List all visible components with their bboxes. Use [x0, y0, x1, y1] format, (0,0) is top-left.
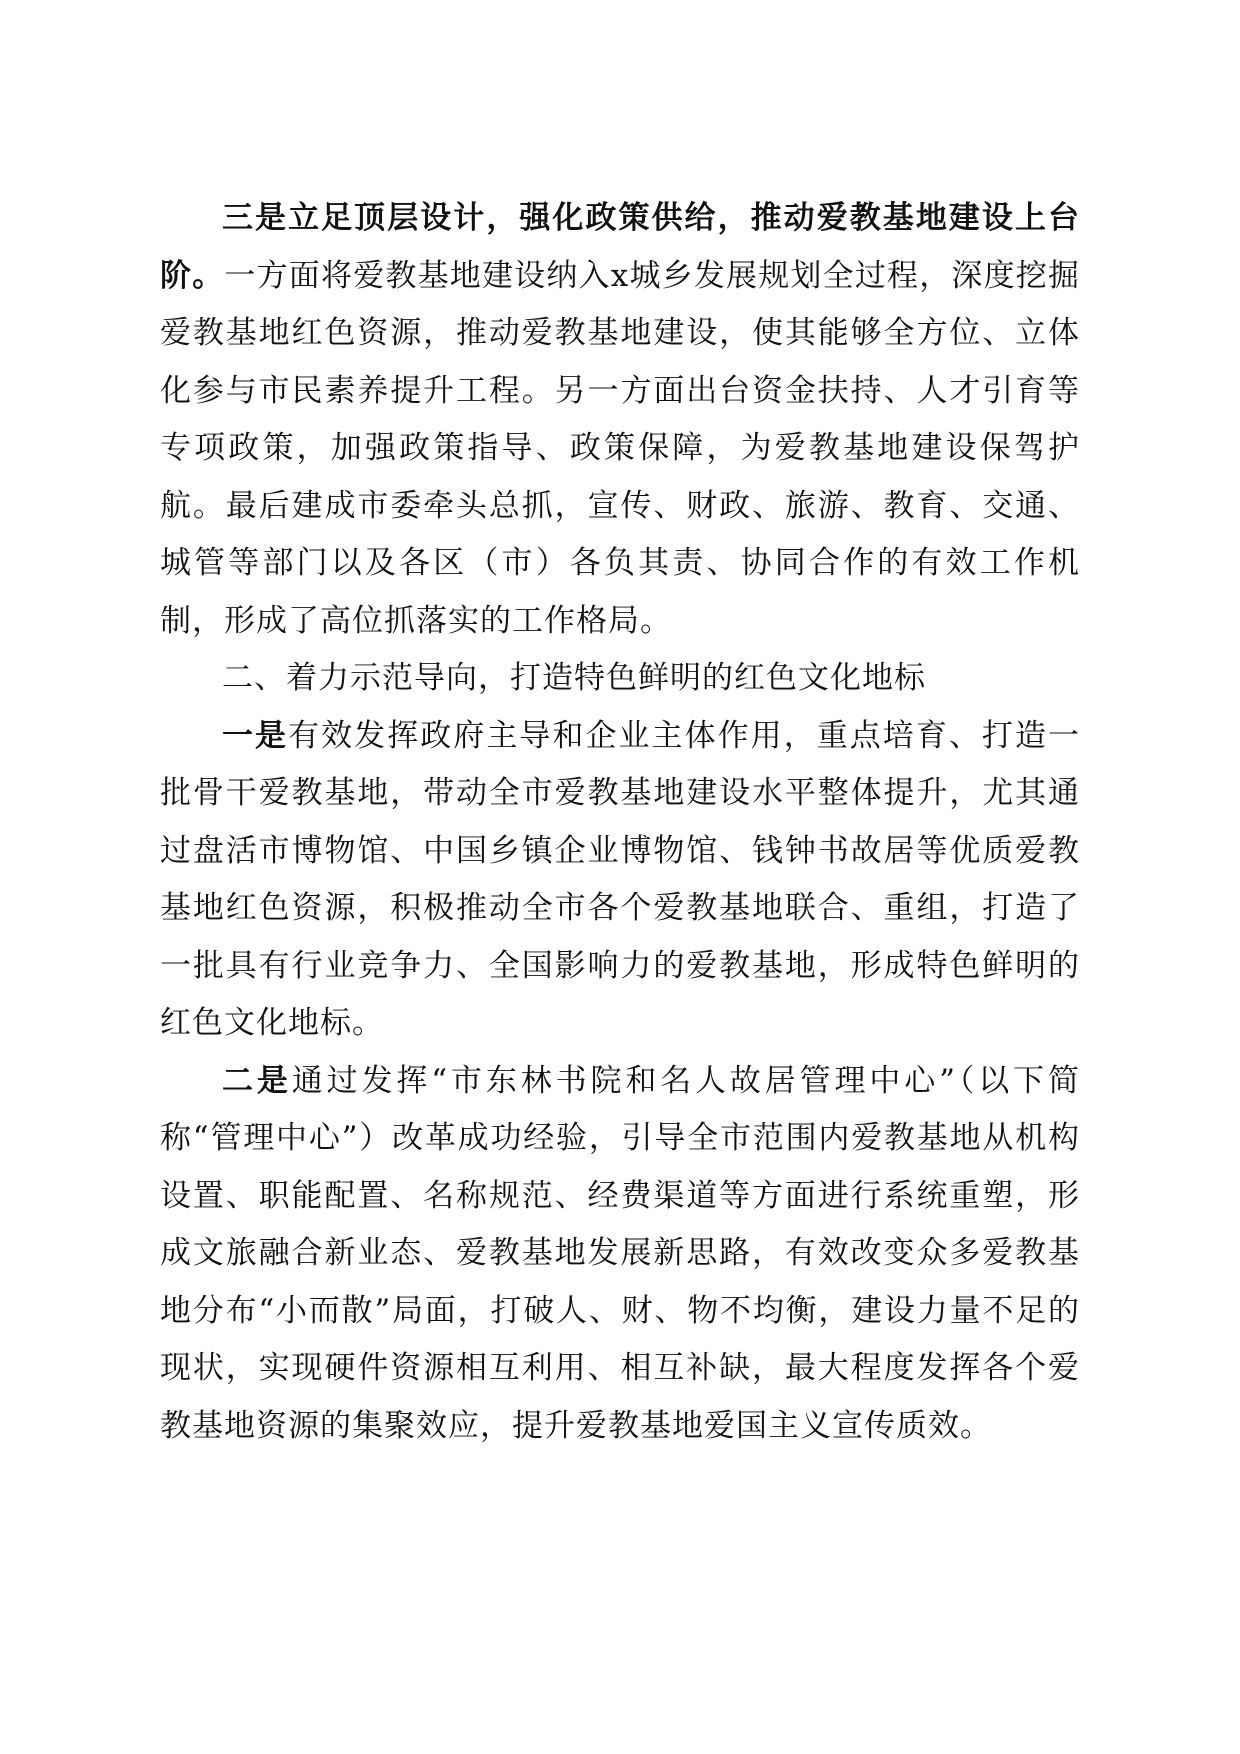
section-heading: 二、着力示范导向，打造特色鲜明的红色文化地标	[222, 660, 926, 696]
paragraph-second-point	[160, 1053, 1080, 1456]
paragraph-body: 通过发挥“市东林书院和名人故居管理中心”（以下简称“管理中心”）改革成功经验，引导全市范围内爱教基地从机构设置、职能配置、名称规范、经费渠道等方面进行系统重塑，形成文旅融合新业态、爱教基地发展新思路，有效改变众多爱教基地分布“小而散”局面，打破人、财、物不均衡，建设力量不足的现状，实现硬件资源相互利用、相互补缺，最大程度发挥各个爱教基地资源的集聚效应，提升爱教基地爱国主义宣传质效。	[160, 1062, 1080, 1444]
paragraph-body: 一方面将爱教基地建设纳入x城乡发展规划全过程，深度挖掘爱教基地红色资源，推动爱教基地建设，使其能够全方位、立体化参与市民素养提升工程。另一方面出台资金扶持、人才引育等专项政策，加强政策指导、政策保障，为爱教基地建设保驾护航。最后建成市委牵头总抓，宣传、财政、旅游、教育、交通、城管等部门以及各区（市）各负其责、协同合作的有效工作机制，形成了高位抓落实的工作格局。	[160, 257, 1081, 639]
paragraph-first-point	[160, 708, 1080, 1053]
document-page	[160, 190, 1080, 1455]
paragraph-lead: 三是立足顶层设计，强化政策供给，推动爱教基地建设上台阶。	[160, 200, 1080, 294]
paragraph-policy-supply	[160, 190, 1080, 650]
paragraph-lead: 二是	[222, 1062, 292, 1099]
paragraph-body: 有效发挥政府主导和企业主体作用，重点培育、打造一批骨干爱教基地，带动全市爱教基地建设水平整体提升，尤其通过盘活市博物馆、中国乡镇企业博物馆、钱钟书故居等优质爱教基地红色资源，积极推动全市各个爱教基地联合、重组，打造了一批具有行业竞争力、全国影响力的爱教基地，形成特色鲜明的红色文化地标。	[160, 717, 1081, 1041]
paragraph-lead: 一是	[222, 717, 289, 754]
